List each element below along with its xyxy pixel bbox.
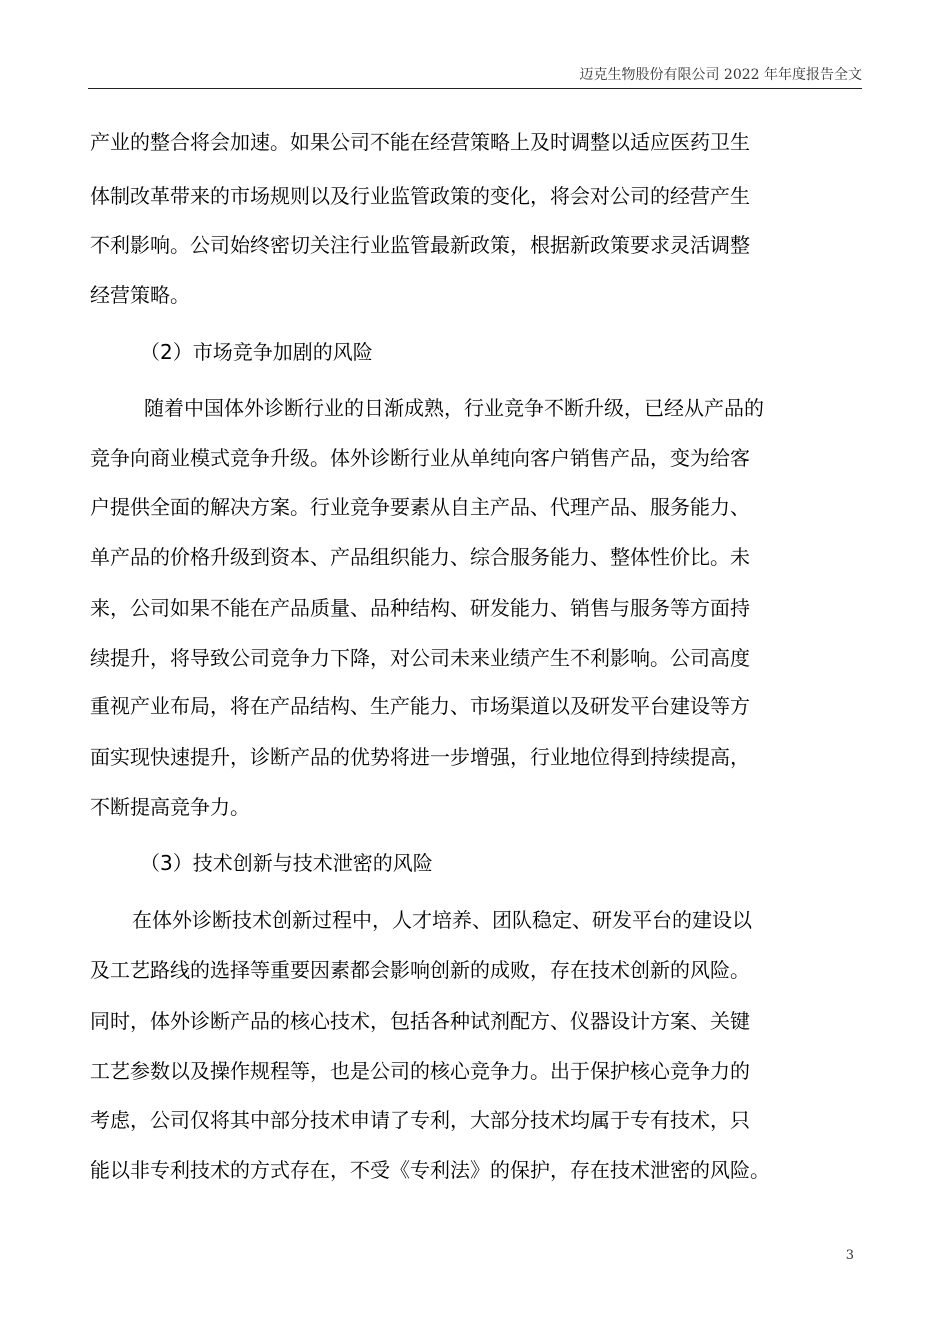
text-line: 不利影响。公司始终密切关注行业监管最新政策，根据新政策要求灵活调整 xyxy=(90,233,750,257)
section-heading: （3）技术创新与技术泄密的风险 xyxy=(140,851,433,875)
text-line: 竞争向商业模式竞争升级。体外诊断行业从单纯向客户销售产品，变为给客 xyxy=(90,446,750,470)
text-line: 面实现快速提升，诊断产品的优势将进一步增强，行业地位得到持续提高， xyxy=(90,745,750,769)
text-line: 单产品的价格升级到资本、产品组织能力、综合服务能力、整体性价比。未 xyxy=(90,545,750,569)
text-line: 同时，体外诊断产品的核心技术，包括各种试剂配方、仪器设计方案、关键 xyxy=(90,1009,750,1033)
text-line: 体制改革带来的市场规则以及行业监管政策的变化，将会对公司的经营产生 xyxy=(90,184,750,208)
text-line: 续提升，将导致公司竞争力下降，对公司未来业绩产生不利影响。公司高度 xyxy=(90,646,750,670)
text-line: 户提供全面的解决方案。行业竞争要素从自主产品、代理产品、服务能力、 xyxy=(90,495,750,519)
text-line: 产业的整合将会加速。如果公司不能在经营策略上及时调整以适应医药卫生 xyxy=(90,130,750,154)
text-line: 经营策略。 xyxy=(90,283,190,307)
text-line: 重视产业布局，将在产品结构、生产能力、市场渠道以及研发平台建设等方 xyxy=(90,694,750,718)
text-line: 在体外诊断技术创新过程中，人才培养、团队稳定、研发平台的建设以 xyxy=(132,908,752,932)
page-header-title: 迈克生物股份有限公司 2022 年年度报告全文 xyxy=(579,67,862,83)
text-line: 考虑，公司仅将其中部分技术申请了专利，大部分技术均属于专有技术，只 xyxy=(90,1108,750,1132)
text-line: 及工艺路线的选择等重要因素都会影响创新的成败，存在技术创新的风险。 xyxy=(90,958,750,982)
text-line: 来，公司如果不能在产品质量、品种结构、研发能力、销售与服务等方面持 xyxy=(90,596,750,620)
header-divider xyxy=(88,88,862,89)
text-line: 随着中国体外诊断行业的日渐成熟，行业竞争不断升级，已经从产品的 xyxy=(144,396,764,420)
text-line: 工艺参数以及操作规程等，也是公司的核心竞争力。出于保护核心竞争力的 xyxy=(90,1059,750,1083)
text-line: 不断提高竞争力。 xyxy=(90,795,250,819)
section-heading: （2）市场竞争加剧的风险 xyxy=(140,340,373,364)
page-number: 3 xyxy=(845,1248,854,1263)
text-line: 能以非专利技术的方式存在，不受《专利法》的保护，存在技术泄密的风险。 xyxy=(90,1158,770,1182)
